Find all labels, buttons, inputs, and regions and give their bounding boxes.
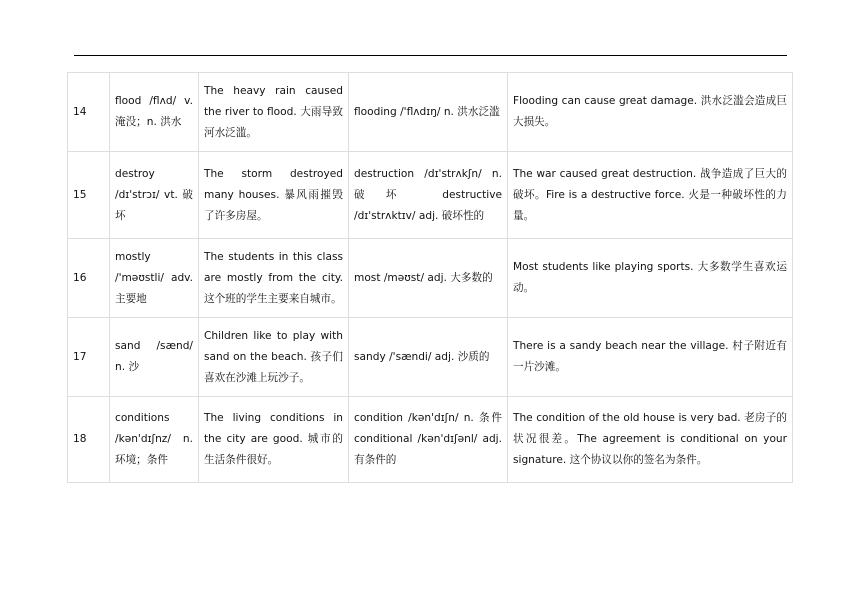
derivative-entry: most /məʊst/ adj. 大多数的 [349, 239, 508, 318]
word-entry: mostly /'məʊstli/ adv. 主要地 [110, 239, 199, 318]
word-entry: sand /sænd/ n. 沙 [110, 318, 199, 397]
row-number: 15 [68, 152, 110, 239]
table-row [68, 152, 793, 239]
table-row [68, 239, 793, 318]
derivative-entry: destruction /dɪ'strʌkʃn/ n. 破坏 destructive /dɪ'strʌktɪv/ adj. 破坏性的 [349, 152, 508, 239]
derivative-example: There is a sandy beach near the village. 村子附近有一片沙滩。 [508, 318, 793, 397]
row-number: 18 [68, 397, 110, 483]
vocabulary-table [67, 72, 793, 483]
example-sentence: The storm destroyed many houses. 暴风雨摧毁了许多房屋。 [199, 152, 349, 239]
table-row [68, 397, 793, 483]
derivative-entry: flooding /'flʌdɪŋ/ n. 洪水泛滥 [349, 73, 508, 152]
derivative-example: The condition of the old house is very bad. 老房子的状况很差。The agreement is conditional on your signature. 这个协议以你的签名为条件。 [508, 397, 793, 483]
word-entry: destroy /dɪ'strɔɪ/ vt. 破坏 [110, 152, 199, 239]
example-sentence: Children like to play with sand on the beach. 孩子们喜欢在沙滩上玩沙子。 [199, 318, 349, 397]
example-sentence: The heavy rain caused the river to flood. 大雨导致河水泛滥。 [199, 73, 349, 152]
table-row [68, 318, 793, 397]
derivative-example: Most students like playing sports. 大多数学生喜欢运动。 [508, 239, 793, 318]
derivative-entry: sandy /'sændi/ adj. 沙质的 [349, 318, 508, 397]
derivative-entry: condition /kən'dɪʃn/ n. 条件 conditional /kən'dɪʃənl/ adj. 有条件的 [349, 397, 508, 483]
row-number: 14 [68, 73, 110, 152]
row-number: 16 [68, 239, 110, 318]
derivative-example: Flooding can cause great damage. 洪水泛滥会造成巨大损失。 [508, 73, 793, 152]
table-row [68, 73, 793, 152]
row-number: 17 [68, 318, 110, 397]
word-entry: conditions /kən'dɪʃnz/ n. 环境；条件 [110, 397, 199, 483]
example-sentence: The students in this class are mostly from the city. 这个班的学生主要来自城市。 [199, 239, 349, 318]
derivative-example: The war caused great destruction. 战争造成了巨大的破坏。Fire is a destructive force. 火是一种破坏性的力量。 [508, 152, 793, 239]
header-rule [74, 55, 787, 56]
example-sentence: The living conditions in the city are good. 城市的生活条件很好。 [199, 397, 349, 483]
word-entry: flood /flʌd/ v. 淹没；n. 洪水 [110, 73, 199, 152]
